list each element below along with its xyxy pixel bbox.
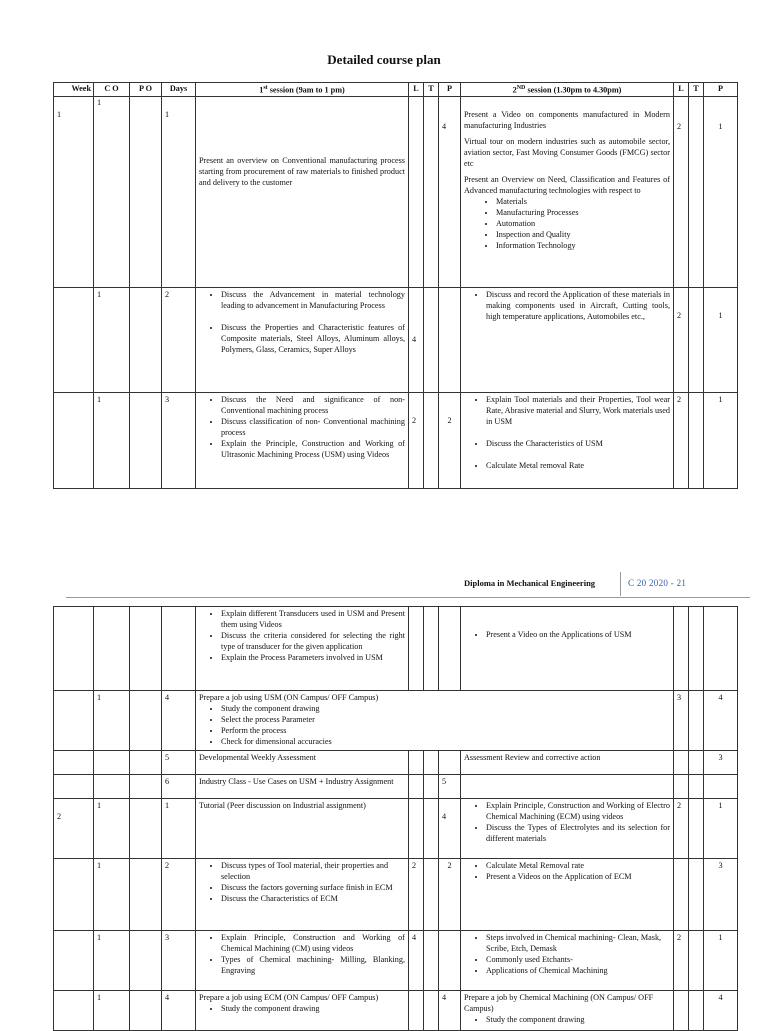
list-item: • Present a Video on the Applications of USM	[486, 629, 670, 640]
list-item: • Discuss the criteria considered for selecting the right type of transducer for the given application	[221, 630, 405, 652]
l2-cell: 2	[674, 96, 689, 287]
table-row	[54, 991, 738, 1031]
session-2-cell	[461, 859, 674, 931]
co-cell: 1	[94, 691, 130, 751]
p2-cell: 4	[704, 691, 738, 751]
t2-cell	[689, 859, 704, 931]
list-item: • Types of Chemical machining- Milling, Blanking, Engraving	[221, 954, 405, 976]
session-1-cell: Present an overview on Conventional manufacturing process starting from procurement of raw materials to finished product and delivery to the customer	[196, 96, 409, 287]
session-2-cell	[461, 799, 674, 859]
list-item: • Explain Principle, Construction and Working of Chemical Machining (CM) using videos	[221, 932, 405, 954]
days-cell: 4	[162, 991, 196, 1031]
p1-cell: 5	[439, 775, 461, 799]
po-cell	[130, 991, 162, 1031]
session-1-cell: Tutorial (Peer discussion on Industrial assignment)	[196, 799, 409, 859]
header-t-1: T	[424, 83, 439, 97]
list-item: • Steps involved in Chemical machining- Clean, Mask, Scribe, Etch, Demask	[486, 932, 670, 954]
session-1-cell: Industry Class - Use Cases on USM + Industry Assignment	[196, 775, 409, 799]
co-cell: 1	[94, 287, 130, 392]
list-item: • Manufacturing Processes	[496, 207, 670, 218]
co-cell	[94, 751, 130, 775]
session-2-cell	[461, 287, 674, 392]
session-2-cell	[461, 991, 674, 1031]
header-p-2: P	[704, 83, 738, 97]
days-cell: 1	[162, 96, 196, 287]
list-item: • Discuss and record the Application of these materials in making components used in Aircraft, Cutting tools, high temperature applications, Automobiles etc.,	[486, 289, 670, 322]
l1-cell: 4	[409, 287, 424, 392]
l1-cell: 2	[409, 859, 424, 931]
t2-cell	[689, 751, 704, 775]
course-plan-table-part-1	[53, 82, 738, 489]
task-title: Prepare a job using USM (ON Campus/ OFF Campus)	[199, 693, 379, 702]
list-item: • Inspection and Quality	[496, 229, 670, 240]
p1-cell: 2	[439, 392, 461, 488]
header-l-2: L	[674, 83, 689, 97]
l2-cell	[674, 859, 689, 931]
table-row	[54, 751, 738, 775]
list-item: • Study the component drawing	[486, 1014, 670, 1025]
list-item: • Perform the process	[221, 725, 670, 736]
table-row	[54, 96, 738, 287]
l1-cell	[409, 751, 424, 775]
t1-cell	[424, 392, 439, 488]
header-separator	[620, 572, 621, 596]
co-cell	[94, 607, 130, 691]
co-cell: 1	[94, 991, 130, 1031]
table-row	[54, 607, 738, 691]
days-cell: 6	[162, 775, 196, 799]
list-item: • Discuss the factors governing surface finish in ECM	[221, 882, 405, 893]
header-session-2: 2ND session (1.30pm to 4.30pm)	[461, 83, 674, 97]
course-code: C 20 2020 - 21	[628, 578, 687, 588]
table-row	[54, 799, 738, 859]
session-2-cell	[461, 775, 674, 799]
task-title: Prepare a job by Chemical Machining (ON Campus/ OFF Campus)	[464, 993, 654, 1013]
list-item: • Present a Videos on the Application of ECM	[486, 871, 670, 882]
week-cell	[54, 775, 94, 799]
week-cell	[54, 931, 94, 991]
p1-cell	[439, 751, 461, 775]
session-1-cell	[196, 931, 409, 991]
po-cell	[130, 775, 162, 799]
t2-cell	[689, 931, 704, 991]
po-cell	[130, 392, 162, 488]
p1-cell: 4	[439, 991, 461, 1031]
table-row	[54, 775, 738, 799]
t1-cell	[424, 751, 439, 775]
po-cell	[130, 859, 162, 931]
po-cell	[130, 287, 162, 392]
list-item: • Calculate Metal removal Rate	[486, 460, 670, 471]
list-item: • Commonly used Etchants-	[486, 954, 670, 965]
t1-cell	[424, 775, 439, 799]
session-1-cell	[196, 607, 409, 691]
week-cell: 2	[54, 799, 94, 859]
days-cell: 3	[162, 392, 196, 488]
table-row	[54, 392, 738, 488]
header-po: P O	[130, 83, 162, 97]
table-row	[54, 287, 738, 392]
list-item: • Automation	[496, 218, 670, 229]
table-header-row	[54, 83, 738, 97]
session-2-cell: Assessment Review and corrective action	[461, 751, 674, 775]
p2-cell: 1	[704, 96, 738, 287]
days-cell: 4	[162, 691, 196, 751]
days-cell: 2	[162, 859, 196, 931]
t2-cell	[689, 607, 704, 691]
p1-cell: 4	[439, 96, 461, 287]
table-row	[54, 931, 738, 991]
t1-cell	[424, 931, 439, 991]
l1-cell	[409, 607, 424, 691]
t1-cell	[424, 991, 439, 1031]
po-cell	[130, 691, 162, 751]
page-title: Detailed course plan	[327, 52, 441, 67]
l2-cell: 2	[674, 799, 689, 859]
list-item: • Study the component drawing	[221, 703, 670, 714]
list-item: • Information Technology	[496, 240, 670, 251]
po-cell	[130, 931, 162, 991]
t2-cell	[689, 96, 704, 287]
days-cell: 1	[162, 799, 196, 859]
session-2-paragraph: Virtual tour on modern industries such as automobile sector, aviation sector, Fast Moving Consumer Goods (FMCG) sector etc	[464, 136, 670, 168]
week-cell	[54, 392, 94, 488]
l1-cell	[409, 96, 424, 287]
l2-cell: 2	[674, 392, 689, 488]
co-cell	[94, 775, 130, 799]
p1-cell	[439, 931, 461, 991]
list-item: • Explain the Principle, Construction and Working of Ultrasonic Machining Process (USM) using Videos	[221, 438, 405, 460]
session-1-cell	[196, 392, 409, 488]
t1-cell	[424, 859, 439, 931]
t1-cell	[424, 287, 439, 392]
co-cell: 1	[94, 799, 130, 859]
session-merged-cell	[196, 691, 674, 751]
p1-cell	[439, 287, 461, 392]
week-cell	[54, 287, 94, 392]
header-week: Week	[54, 83, 94, 97]
list-item: • Discuss types of Tool material, their properties and selection	[221, 860, 405, 882]
header-co: C O	[94, 83, 130, 97]
session-1-cell	[196, 991, 409, 1031]
po-cell	[130, 751, 162, 775]
list-item: • Discuss classification of non- Conventional machining process	[221, 416, 405, 438]
l1-cell	[409, 991, 424, 1031]
p1-cell: 4	[439, 799, 461, 859]
session-2-paragraph: Present an Overview on Need, Classification and Features of Advanced manufacturing technologies with respect to	[464, 174, 670, 195]
p2-cell: 1	[704, 931, 738, 991]
session-2-cell	[461, 931, 674, 991]
session-2-cell	[461, 96, 674, 287]
p2-cell	[704, 775, 738, 799]
p2-cell: 4	[704, 991, 738, 1031]
session-2-paragraph: Present a Video on components manufactured in Modern manufacturing Industries	[464, 109, 670, 130]
list-item: • Discuss the Characteristics of USM	[486, 438, 670, 449]
list-item: • Materials	[496, 196, 670, 207]
l1-cell: 2	[409, 392, 424, 488]
l2-cell: 3	[674, 691, 689, 751]
session-1-cell	[196, 287, 409, 392]
week-cell	[54, 859, 94, 931]
l2-cell: 2	[674, 931, 689, 991]
t2-cell	[689, 691, 704, 751]
list-item: • Discuss the Characteristics of ECM	[221, 893, 405, 904]
session-1-cell	[196, 859, 409, 931]
po-cell	[130, 96, 162, 287]
session-2-cell	[461, 607, 674, 691]
days-cell: 5	[162, 751, 196, 775]
task-title: Prepare a job using ECM (ON Campus/ OFF Campus)	[199, 993, 379, 1002]
list-item: • Discuss the Properties and Characteristic features of Composite materials, Steel Alloys, Aluminum alloys, Polymers, Glass, Ceramics, Super Alloys	[221, 322, 405, 355]
header-days: Days	[162, 83, 196, 97]
co-cell: 1	[94, 96, 130, 287]
p2-cell: 3	[704, 859, 738, 931]
days-cell: 2	[162, 287, 196, 392]
list-item: • Explain different Transducers used in USM and Present them using Videos	[221, 608, 405, 630]
po-cell	[130, 607, 162, 691]
t2-cell	[689, 775, 704, 799]
t2-cell	[689, 392, 704, 488]
header-rule	[66, 597, 750, 598]
programme-name: Diploma in Mechanical Engineering	[464, 578, 596, 588]
table-row	[54, 691, 738, 751]
week-cell	[54, 991, 94, 1031]
list-item: • Discuss the Need and significance of non- Conventional machining process	[221, 394, 405, 416]
p2-cell: 1	[704, 287, 738, 392]
list-item: • Calculate Metal Removal rate	[486, 860, 670, 871]
l1-cell	[409, 775, 424, 799]
header-l-1: L	[409, 83, 424, 97]
session-1-cell: Developmental Weekly Assessment	[196, 751, 409, 775]
t2-cell	[689, 991, 704, 1031]
list-item: • Discuss the Advancement in material technology leading to advancement in Manufacturing Process	[221, 289, 405, 311]
co-cell: 1	[94, 859, 130, 931]
t1-cell	[424, 799, 439, 859]
t2-cell	[689, 287, 704, 392]
l2-cell	[674, 751, 689, 775]
p2-cell	[704, 607, 738, 691]
l1-cell	[409, 799, 424, 859]
list-item: • Applications of Chemical Machining	[486, 965, 670, 976]
session-2-cell	[461, 392, 674, 488]
header-session-1: 1st session (9am to 1 pm)	[196, 83, 409, 97]
po-cell	[130, 799, 162, 859]
p2-cell: 1	[704, 799, 738, 859]
list-item: • Explain the Process Parameters involved in USM	[221, 652, 405, 663]
p2-cell: 1	[704, 392, 738, 488]
week-cell: 1	[54, 96, 94, 287]
t2-cell	[689, 799, 704, 859]
p1-cell: 2	[439, 859, 461, 931]
co-cell: 1	[94, 392, 130, 488]
week-cell	[54, 607, 94, 691]
co-cell: 1	[94, 931, 130, 991]
list-item: • Explain Tool materials and their Properties, Tool wear Rate, Abrasive material and Slurry, Work materials used in USM	[486, 394, 670, 427]
course-plan-table-part-2	[53, 606, 738, 1031]
table-row	[54, 859, 738, 931]
week-cell	[54, 751, 94, 775]
list-item: • Explain Principle, Construction and Working of Electro Chemical Machining (ECM) using videos	[486, 800, 670, 822]
header-p-1: P	[439, 83, 461, 97]
l1-cell: 4	[409, 931, 424, 991]
l2-cell	[674, 991, 689, 1031]
l2-cell	[674, 607, 689, 691]
t1-cell	[424, 96, 439, 287]
l2-cell: 2	[674, 287, 689, 392]
l2-cell	[674, 775, 689, 799]
days-cell	[162, 607, 196, 691]
list-item: • Check for dimensional accuracies	[221, 736, 670, 747]
t1-cell	[424, 607, 439, 691]
list-item: • Study the component drawing	[221, 1003, 405, 1014]
list-item: • Select the process Parameter	[221, 714, 670, 725]
header-t-2: T	[689, 83, 704, 97]
week-cell	[54, 691, 94, 751]
days-cell: 3	[162, 931, 196, 991]
list-item: • Discuss the Types of Electrolytes and its selection for different materials	[486, 822, 670, 844]
p1-cell	[439, 607, 461, 691]
p2-cell: 3	[704, 751, 738, 775]
